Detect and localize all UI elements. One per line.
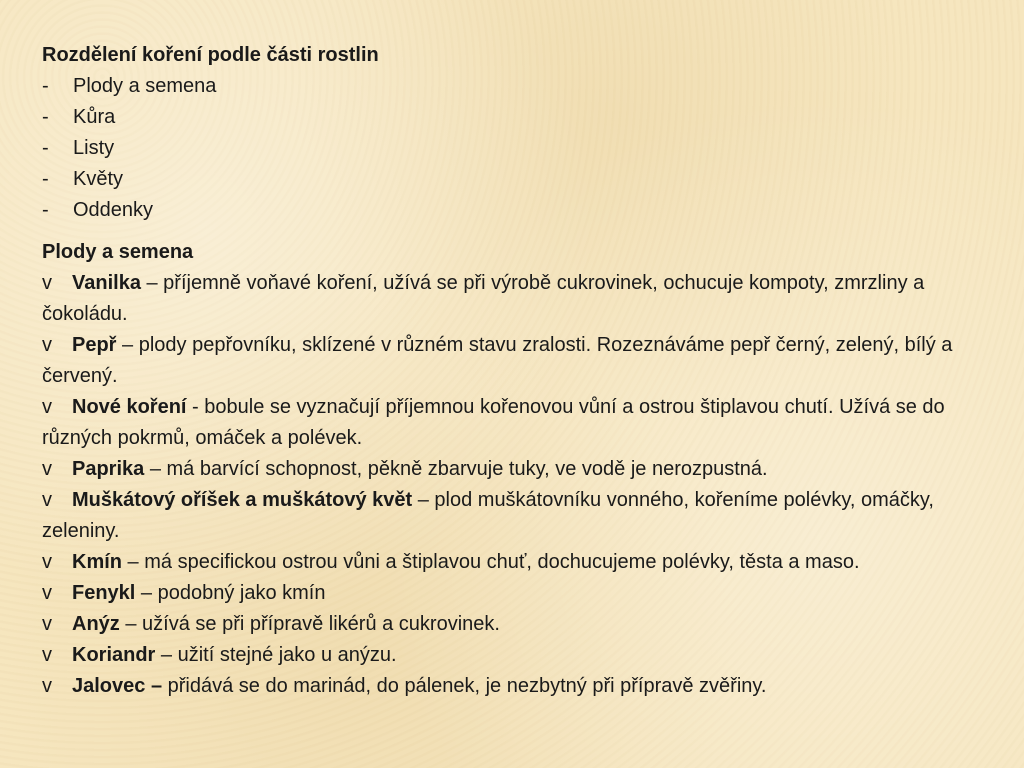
dash-marker: - [42, 75, 49, 97]
spice-description: – plody pepřovníku, sklízené v různém stavu zralosti. Rozeznáváme pepř černý, zelený, bílý a červený. [42, 334, 953, 387]
v-bullet-icon: v [42, 613, 52, 635]
spice-name: Anýz [72, 613, 120, 635]
spice-name: Jalovec – [72, 675, 163, 697]
dash-marker: - [42, 106, 49, 128]
spice-description: – plod muškátovníku vonného, kořeníme polévky, omáčky, zeleniny. [42, 489, 934, 542]
spice-item [42, 268, 972, 330]
spice-item [42, 392, 972, 454]
plant-part-label: Květy [73, 168, 124, 190]
v-bullet-icon: v [42, 582, 52, 604]
spice-name: Kmín [72, 551, 122, 573]
v-bullet-icon: v [42, 675, 52, 697]
v-bullet-icon: v [42, 489, 52, 511]
spice-description: - bobule se vyznačují příjemnou kořenovou vůní a ostrou štiplavou chutí. Užívá se do různých pokrmů, omáček a polévek. [42, 396, 945, 449]
spice-name: Nové koření [72, 396, 187, 418]
dash-marker: - [42, 137, 49, 159]
plant-part-item [42, 133, 972, 164]
spice-name: Pepř [72, 334, 117, 356]
spice-item [42, 578, 972, 609]
spice-description: přidává se do marinád, do pálenek, je nezbytný při přípravě zvěřiny. [162, 675, 767, 697]
v-bullet-icon: v [42, 272, 52, 294]
section-spacer [42, 226, 972, 237]
v-bullet-icon: v [42, 551, 52, 573]
slide-content [42, 40, 972, 702]
slide-title: Rozdělení koření podle části rostlin [42, 44, 379, 66]
plant-part-item [42, 102, 972, 133]
plant-part-label: Plody a semena [73, 75, 217, 97]
spice-description: – příjemně voňavé koření, užívá se při výrobě cukrovinek, ochucuje kompoty, zmrzliny a čokoládu. [42, 272, 925, 325]
spice-item [42, 485, 972, 547]
v-bullet-icon: v [42, 334, 52, 356]
spice-item [42, 547, 972, 578]
spice-item [42, 609, 972, 640]
spice-item [42, 454, 972, 485]
spice-item [42, 330, 972, 392]
plant-part-item [42, 164, 972, 195]
plant-part-item [42, 71, 972, 102]
plant-part-label: Listy [73, 137, 115, 159]
spice-description: – užití stejné jako u anýzu. [155, 644, 397, 666]
v-bullet-icon: v [42, 458, 52, 480]
spice-description: – má barvící schopnost, pěkně zbarvuje tuky, ve vodě je nerozpustná. [144, 458, 768, 480]
spice-description: – podobný jako kmín [135, 582, 326, 604]
spice-description: – má specifickou ostrou vůni a štiplavou chuť, dochucujeme polévky, těsta a maso. [122, 551, 860, 573]
spice-description: – užívá se při přípravě likérů a cukrovinek. [119, 613, 500, 635]
dash-marker: - [42, 168, 49, 190]
plant-part-label: Kůra [73, 106, 116, 128]
plant-parts-list [42, 71, 972, 226]
spice-name: Vanilka [72, 272, 141, 294]
spice-item [42, 671, 972, 702]
spice-name: Koriandr [72, 644, 156, 666]
plant-part-label: Oddenky [73, 199, 154, 221]
v-bullet-icon: v [42, 396, 52, 418]
spice-name: Fenykl [72, 582, 136, 604]
v-bullet-icon: v [42, 644, 52, 666]
spice-name: Paprika [72, 458, 145, 480]
spice-item [42, 640, 972, 671]
section-heading: Plody a semena [42, 241, 194, 263]
dash-marker: - [42, 199, 49, 221]
spice-name: Muškátový oříšek a muškátový květ [72, 489, 413, 511]
plant-part-item [42, 195, 972, 226]
spice-list [42, 268, 972, 702]
